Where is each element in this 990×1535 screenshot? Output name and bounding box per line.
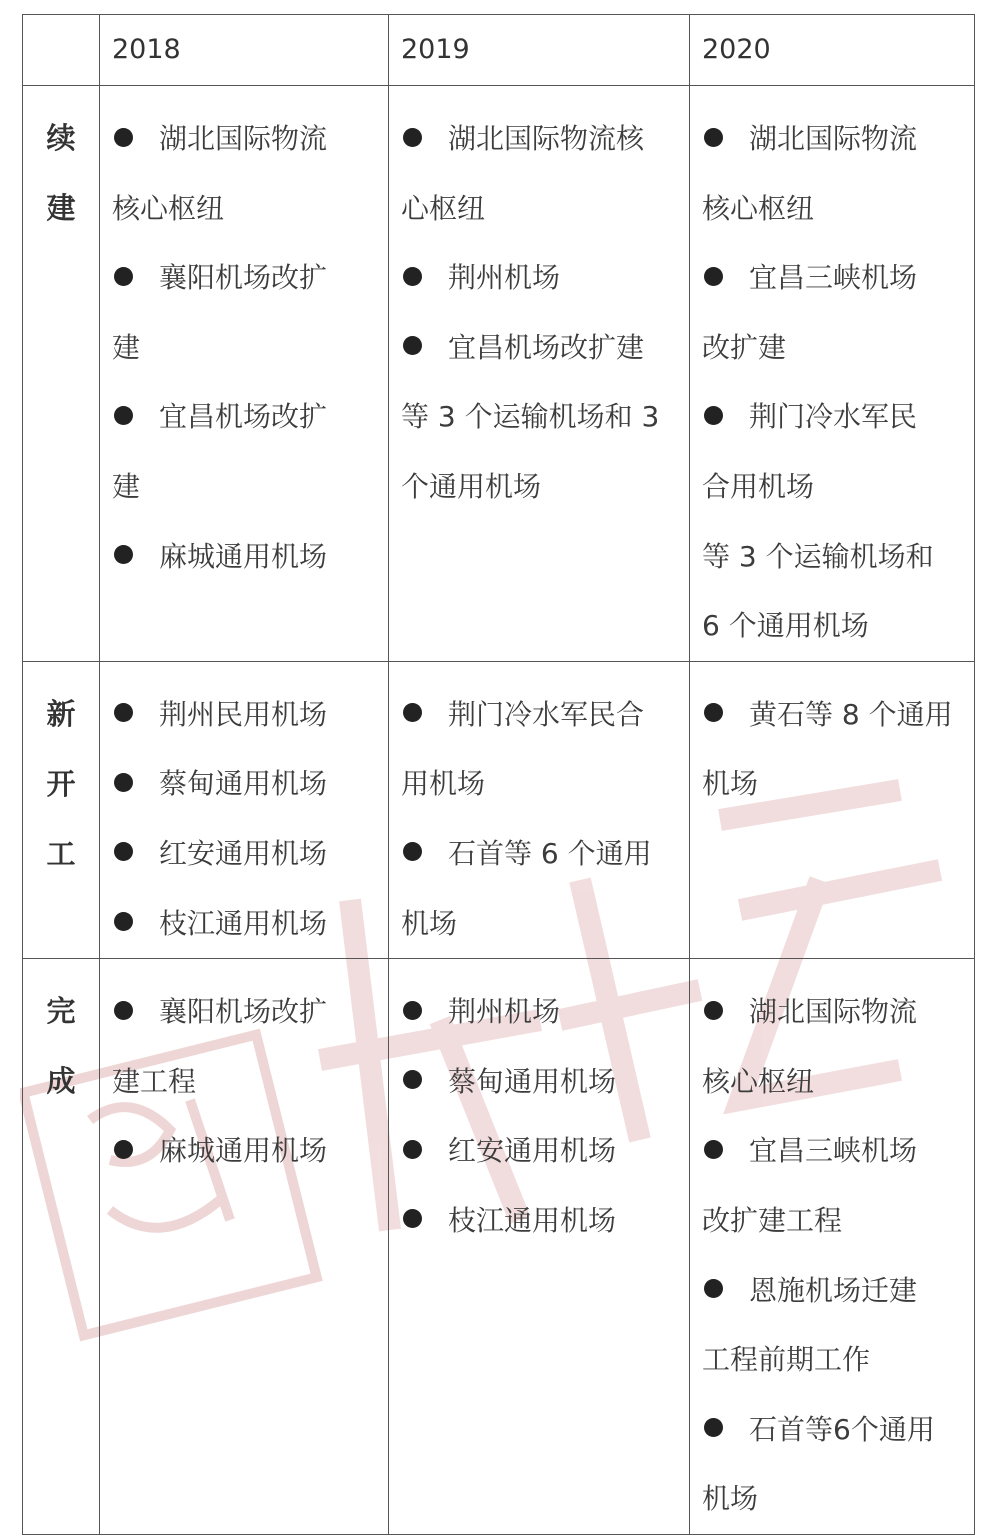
row-label-char: 续 xyxy=(46,121,76,155)
bullet-icon xyxy=(403,336,422,355)
bullet-icon xyxy=(704,1418,723,1437)
list-item: 枝江通用机场 xyxy=(448,1203,617,1237)
bullet-icon xyxy=(114,128,133,147)
list-item: 荆门冷水军民 xyxy=(749,400,918,434)
list-item-text: 个通用机场 xyxy=(401,469,542,503)
header-row xyxy=(23,15,975,86)
bullet-icon xyxy=(704,1140,723,1159)
table-row-continued-construction xyxy=(23,86,975,662)
list-item: 宜昌三峡机场 xyxy=(749,261,918,295)
cell-2019 xyxy=(389,86,690,662)
cell-2018 xyxy=(100,86,389,662)
airport-plan-table xyxy=(22,14,975,1535)
cell-2018 xyxy=(100,959,389,1535)
bullet-icon xyxy=(704,406,723,425)
bullet-icon xyxy=(403,1001,422,1020)
list-item: 宜昌机场改扩建 xyxy=(448,330,645,364)
list-item: 红安通用机场 xyxy=(448,1134,617,1168)
list-item: 石首等 6 个通用 xyxy=(448,836,652,870)
header-cell-2018: 2018 xyxy=(100,15,389,86)
list-item: 石首等6个通用 xyxy=(749,1412,935,1446)
bullet-icon xyxy=(403,267,422,286)
row-label-char: 工 xyxy=(46,836,76,871)
list-item-cont: 用机场 xyxy=(401,767,486,801)
header-cell-2020: 2020 xyxy=(690,15,975,86)
bullet-icon xyxy=(403,1070,422,1089)
list-item-cont: 建 xyxy=(112,469,141,503)
list-item-cont: 工程前期工作 xyxy=(702,1343,871,1377)
bullet-icon xyxy=(114,842,133,861)
list-item-cont: 核心枢纽 xyxy=(702,191,815,225)
list-item-cont: 建 xyxy=(112,330,141,364)
bullet-icon xyxy=(114,1001,133,1020)
bullet-icon xyxy=(403,842,422,861)
list-item: 湖北国际物流 xyxy=(749,122,918,155)
row-label-char: 新 xyxy=(46,696,76,731)
list-item: 襄阳机场改扩 xyxy=(159,995,328,1029)
bullet-icon xyxy=(114,912,133,931)
row-label-char: 成 xyxy=(46,1064,76,1099)
list-item: 宜昌机场改扩 xyxy=(159,400,328,434)
list-item: 湖北国际物流核 xyxy=(448,122,645,155)
bullet-icon xyxy=(704,1279,723,1298)
list-item-text: 等 3 个运输机场和 3 xyxy=(401,400,660,434)
list-item-cont: 合用机场 xyxy=(702,469,815,503)
list-item: 宜昌三峡机场 xyxy=(749,1134,918,1168)
bullet-icon xyxy=(403,1209,422,1228)
table-row-completed xyxy=(23,959,975,1535)
row-label-char: 建 xyxy=(46,191,76,225)
list-item-text: 6 个通用机场 xyxy=(702,609,869,643)
list-item: 蔡甸通用机场 xyxy=(159,767,328,801)
bullet-icon xyxy=(704,1001,723,1020)
bullet-icon xyxy=(114,1140,133,1159)
bullet-icon xyxy=(403,703,422,722)
list-item-cont: 机场 xyxy=(702,767,759,801)
list-item: 湖北国际物流 xyxy=(749,995,918,1029)
list-item-cont: 机场 xyxy=(702,1482,759,1516)
cell-2019 xyxy=(389,959,690,1535)
list-item: 襄阳机场改扩 xyxy=(159,261,328,295)
cell-2020 xyxy=(690,86,975,662)
table-row-new-start xyxy=(23,661,975,958)
list-item-cont: 核心枢纽 xyxy=(112,191,225,225)
row-label-cell xyxy=(23,661,100,958)
list-item: 荆州机场 xyxy=(448,261,561,295)
cell-2020 xyxy=(690,959,975,1535)
bullet-icon xyxy=(704,267,723,286)
row-label-char: 开 xyxy=(46,766,76,801)
bullet-icon xyxy=(114,545,133,564)
row-label-cell xyxy=(23,86,100,662)
cell-2019 xyxy=(389,661,690,958)
bullet-icon xyxy=(114,773,133,792)
list-item: 荆州民用机场 xyxy=(159,697,328,731)
row-label-char: 完 xyxy=(46,994,76,1029)
bullet-icon xyxy=(114,267,133,286)
list-item: 枝江通用机场 xyxy=(159,906,328,940)
bullet-icon xyxy=(114,406,133,425)
list-item: 黄石等 8 个通用 xyxy=(749,697,953,731)
bullet-icon xyxy=(114,703,133,722)
cell-2018 xyxy=(100,661,389,958)
header-cell-2019: 2019 xyxy=(389,15,690,86)
list-item: 蔡甸通用机场 xyxy=(448,1064,617,1098)
list-item: 荆门冷水军民合 xyxy=(448,697,645,731)
list-item-cont: 建工程 xyxy=(112,1064,197,1098)
list-item: 湖北国际物流 xyxy=(159,122,328,155)
list-item: 麻城通用机场 xyxy=(159,539,328,573)
bullet-icon xyxy=(403,1140,422,1159)
list-item-text: 等 3 个运输机场和 xyxy=(702,539,934,573)
list-item-cont: 改扩建工程 xyxy=(702,1203,843,1237)
list-item: 麻城通用机场 xyxy=(159,1134,328,1168)
bullet-icon xyxy=(704,128,723,147)
list-item-cont: 改扩建 xyxy=(702,330,787,364)
cell-2020 xyxy=(690,661,975,958)
list-item-cont: 机场 xyxy=(401,906,458,940)
list-item: 红安通用机场 xyxy=(159,836,328,870)
row-label-cell xyxy=(23,959,100,1535)
header-cell-corner xyxy=(23,15,100,86)
list-item: 荆州机场 xyxy=(448,995,561,1029)
bullet-icon xyxy=(704,703,723,722)
list-item: 恩施机场迁建 xyxy=(749,1273,918,1307)
list-item-cont: 心枢纽 xyxy=(401,191,486,225)
bullet-icon xyxy=(403,128,422,147)
list-item-cont: 核心枢纽 xyxy=(702,1064,815,1098)
